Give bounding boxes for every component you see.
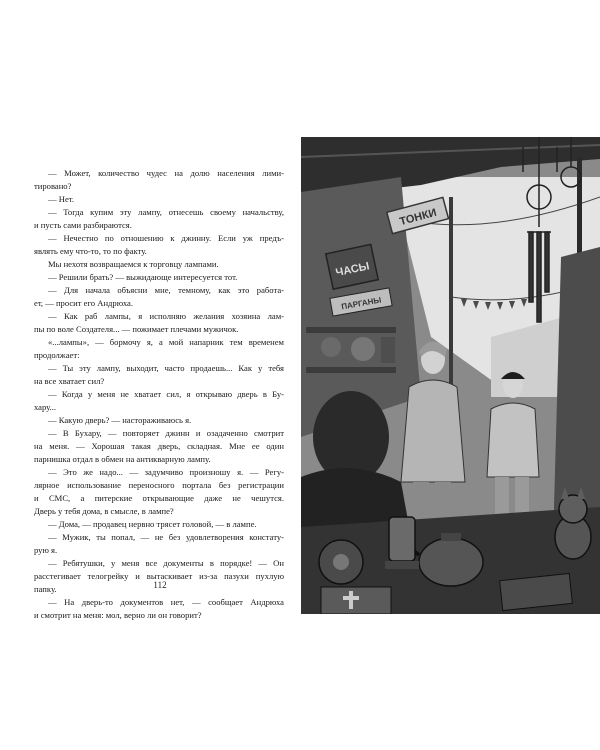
text-line: и смотрит на меня: мол, верно ли он говорит? — [34, 610, 202, 620]
text-line: — Нечестно по отношению к джинну. Если уж предъ- — [48, 233, 284, 243]
market-illustration — [301, 137, 600, 614]
text-line: и СМС, а питерские открывающие даже не чешутся. — [34, 493, 284, 503]
text-line: «...лампы», — бормочу я, а мой напарник тем временем — [48, 337, 284, 347]
text-line: — Как раб лампы, я исполняю желания хозяина лам- — [48, 311, 284, 321]
text-line: парнишка отдал в обмен на антикварную лампу. — [34, 454, 211, 464]
text-line: папку. — [34, 584, 57, 594]
text-line: рую я. — [34, 545, 58, 555]
text-line: — Может, количество чудес на долю населения лими- — [48, 168, 284, 178]
text-line: — Мужик, ты попал, — не без удовлетворения констату- — [48, 532, 284, 542]
text-line: расстегивает телогрейку и вытаскивает из-за пазухи пухлую — [34, 571, 284, 581]
text-line: — Дома, — продавец нервно трясет головой, — в лампе. — [48, 519, 257, 529]
sign-top-text: ТОНКИ — [398, 206, 438, 229]
text-line: — Когда у меня не хватает сил, я открываю дверь в Бу- — [48, 389, 284, 399]
text-line: — Тогда купим эту лампу, отнесешь своему начальству, — [48, 207, 284, 217]
page-number: 112 — [153, 580, 167, 590]
text-line: на все хватает сил? — [34, 376, 105, 386]
text-line: хару... — [34, 402, 57, 412]
text-line: тировано? — [34, 181, 72, 191]
text-line: — В Бухару, — повторяет джинн и озадаченно смотрит — [48, 428, 284, 438]
samovar — [385, 517, 419, 569]
text-line: — Это же надо... — задумчиво произношу я. — Регу- — [48, 467, 284, 477]
text-line: ет, — просит его Андрюха. — [34, 298, 133, 308]
sign-left-top-text: ЧАСЫ — [334, 260, 371, 280]
text-line: — Ребятушки, у меня все документы в порядке! — Он — [48, 558, 284, 568]
text-line: на меня. — Хорошая такая дверь, складная. Мне ее один — [34, 441, 284, 451]
market-scene-drawing — [301, 137, 600, 614]
text-line: — Какую дверь? — настораживаюсь я. — [48, 415, 192, 425]
text-line: лярное использование переносного портала без регистрации — [34, 480, 284, 490]
text-line: — Решили брать? — выжидающе интересуется тот. — [48, 272, 238, 282]
text-line: — Для начала объясни мне, темному, как это работа- — [48, 285, 284, 295]
text-line: являть ему что-то, то по факту. — [34, 246, 147, 256]
body-text — [34, 167, 284, 622]
text-line: — На дверь-то документов нет, — сообщает Андрюха — [48, 597, 284, 607]
old-telephone — [319, 540, 363, 584]
text-line: продолжает: — [34, 350, 80, 360]
text-line: пы по воле Создателя... — пожимает плечами мужичок. — [34, 324, 239, 334]
text-line: — Ты эту лампу, выходит, часто продаешь... Как у тебя — [48, 363, 284, 373]
text-line: и пусть сами разбираются. — [34, 220, 132, 230]
text-line: Дверь у тебя дома, в смысле, в лампе? — [34, 506, 174, 516]
text-line: Мы нехотя возвращаемся к торговцу лампами. — [48, 259, 219, 269]
box-with-cross — [321, 587, 391, 614]
text-line: — Нет. — [48, 194, 75, 204]
sign-left-bottom-text: ПАРГАНЫ — [340, 295, 382, 312]
